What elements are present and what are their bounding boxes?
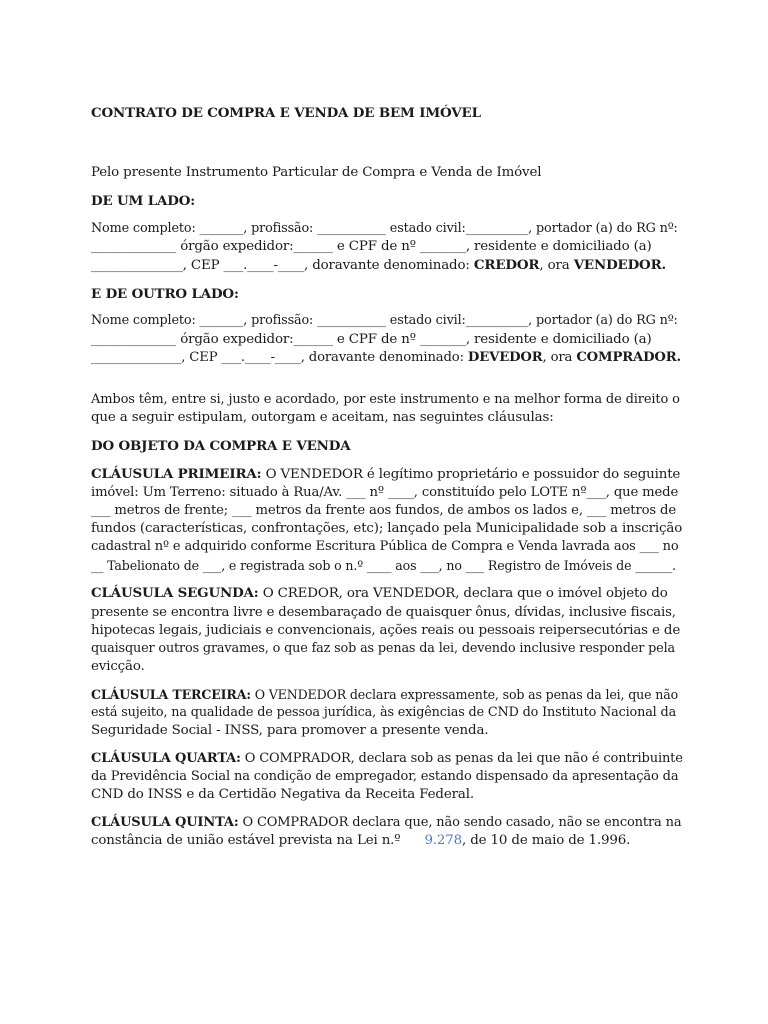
clause5-line2-suffix: , de 10 de maio de 1.996. <box>462 833 631 849</box>
clause5-line2 <box>91 832 683 850</box>
clause2-line5: evicção. <box>91 659 145 675</box>
party1-line3-text: ______________, CEP ___.____-____, doravante denominado: <box>91 258 474 274</box>
agreement-line1: Ambos têm, entre si, justo e acordado, por este instrumento e na melhor forma de direito o <box>91 392 680 408</box>
clause1-line4: fundos (características, confrontações, etc); lançado pela Municipalidade sob a inscrição <box>91 521 683 537</box>
party2-line1: Nome completo: _______, profissão: ___________ estado civil:__________, portador (a) do RG nº: <box>91 313 678 329</box>
clause2-line1 <box>91 584 683 603</box>
party2-line3-text: ______________, CEP ___.____-____, doravante denominado: <box>91 349 468 365</box>
party2-role-debtor: DEVEDOR <box>467 349 543 365</box>
party1-line2: _____________ órgão expedidor:______ e CPF de nº _______, residente e domiciliado (a) <box>91 238 652 254</box>
clause4-line2: da Previdência Social na condição de empregador, estando dispensado da apresentação da <box>91 769 679 785</box>
clause4-line1 <box>91 750 683 768</box>
clause2-line3: hipotecas legais, judiciais e convencionais, ações reais ou pessoais reipersecutórias e de <box>91 622 681 638</box>
clause3-line2: está sujeito, na qualidade de pessoa jurídica, às exigências de CND do Instituto Nacional da <box>91 705 677 721</box>
clause1-line2: imóvel: Um Terreno: situado à Rua/Av. ___ nº ____, constituído pelo LOTE nº___, que mede <box>91 484 679 500</box>
clause-fifth <box>91 814 683 850</box>
clause5-line1 <box>91 814 683 832</box>
party2-line3 <box>91 349 683 367</box>
clause1-label: CLÁUSULA PRIMEIRA: <box>91 465 262 482</box>
contract-document <box>91 104 683 860</box>
agreement-paragraph <box>91 391 683 427</box>
clause-second <box>91 584 683 676</box>
clause1-line1 <box>91 465 683 484</box>
clause-fourth <box>91 750 683 805</box>
document-title: CONTRATO DE COMPRA E VENDA DE BEM IMÓVEL <box>91 105 481 121</box>
law-link[interactable]: 9.278 <box>424 833 463 849</box>
clause3-label: CLÁUSULA TERCEIRA: <box>91 686 251 702</box>
clause5-line2-text: constância de união estável prevista na Lei n.º <box>91 833 401 849</box>
clause1-line5: cadastral nº e adquirido conforme Escritura Pública de Compra e Venda lavrada aos ___ no <box>91 539 679 555</box>
party1-heading: DE UM LADO: <box>91 192 196 209</box>
clause1-line6: __ Tabelionato de ___, e registrada sob o n.º ____ aos ___, no ___ Registro de Imóveis de ______. <box>91 557 676 573</box>
clause2-label: CLÁUSULA SEGUNDA: <box>91 585 259 602</box>
party1-line1: Nome completo: _______, profissão: ___________ estado civil:__________, portador (a) do RG nº: <box>91 220 678 236</box>
clause2-line4: quaisquer outros gravames, o que faz sob as penas da lei, devendo inclusive responder pela <box>91 640 676 656</box>
clause5-line1-text: O COMPRADOR declara que, não sendo casado, não se encontra na <box>238 815 682 831</box>
party1-details <box>91 220 683 276</box>
party2-heading: E DE OUTRO LADO: <box>91 285 239 302</box>
clause-first <box>91 465 683 575</box>
party2-details <box>91 312 683 367</box>
intro-paragraph: Pelo presente Instrumento Particular de Compra e Venda de Imóvel <box>91 165 542 181</box>
party1-line3 <box>91 256 683 275</box>
party1-role-creditor: CREDOR <box>473 257 540 274</box>
clause4-line1-text: O COMPRADOR, declara sob as penas da lei que não é contribuinte <box>240 750 683 766</box>
clause3-line1-text: O VENDEDOR declara expressamente, sob as penas da lei, que não <box>250 686 679 702</box>
agreement-line2: que a seguir estipulam, outorgam e aceitam, nas seguintes cláusulas: <box>91 410 554 426</box>
clause3-line1 <box>91 686 683 704</box>
clause4-line3: CND do INSS e da Certidão Negativa da Receita Federal. <box>91 787 474 803</box>
clause1-line3: ___ metros de frente; ___ metros da frente aos fundos, de ambos os lados e, ___ metros de <box>91 503 677 519</box>
clause4-label: CLÁUSULA QUARTA: <box>91 750 241 766</box>
clause2-line2: presente se encontra livre e desembaraçado de quaisquer ônus, dívidas, inclusive fiscais, <box>91 604 676 620</box>
clause2-line1-text: O CREDOR, ora VENDEDOR, declara que o imóvel objeto do <box>258 586 668 602</box>
party2-role-buyer: COMPRADOR. <box>576 349 681 365</box>
party1-role-seller: VENDEDOR. <box>573 257 667 274</box>
section-heading: DO OBJETO DA COMPRA E VENDA <box>91 437 351 454</box>
clause1-line1-text: O VENDEDOR é legítimo proprietário e possuidor do seguinte <box>261 466 681 482</box>
party2-line2: _____________ órgão expedidor:______ e CPF de nº _______, residente e domiciliado (a) <box>91 331 652 347</box>
clause-third <box>91 686 683 741</box>
clause5-label: CLÁUSULA QUINTA: <box>91 815 239 831</box>
party2-role-sep: , ora <box>542 349 577 365</box>
clause3-line3: Seguridade Social - INSS, para promover a presente venda. <box>91 723 489 739</box>
party1-role-sep: , ora <box>539 258 574 274</box>
